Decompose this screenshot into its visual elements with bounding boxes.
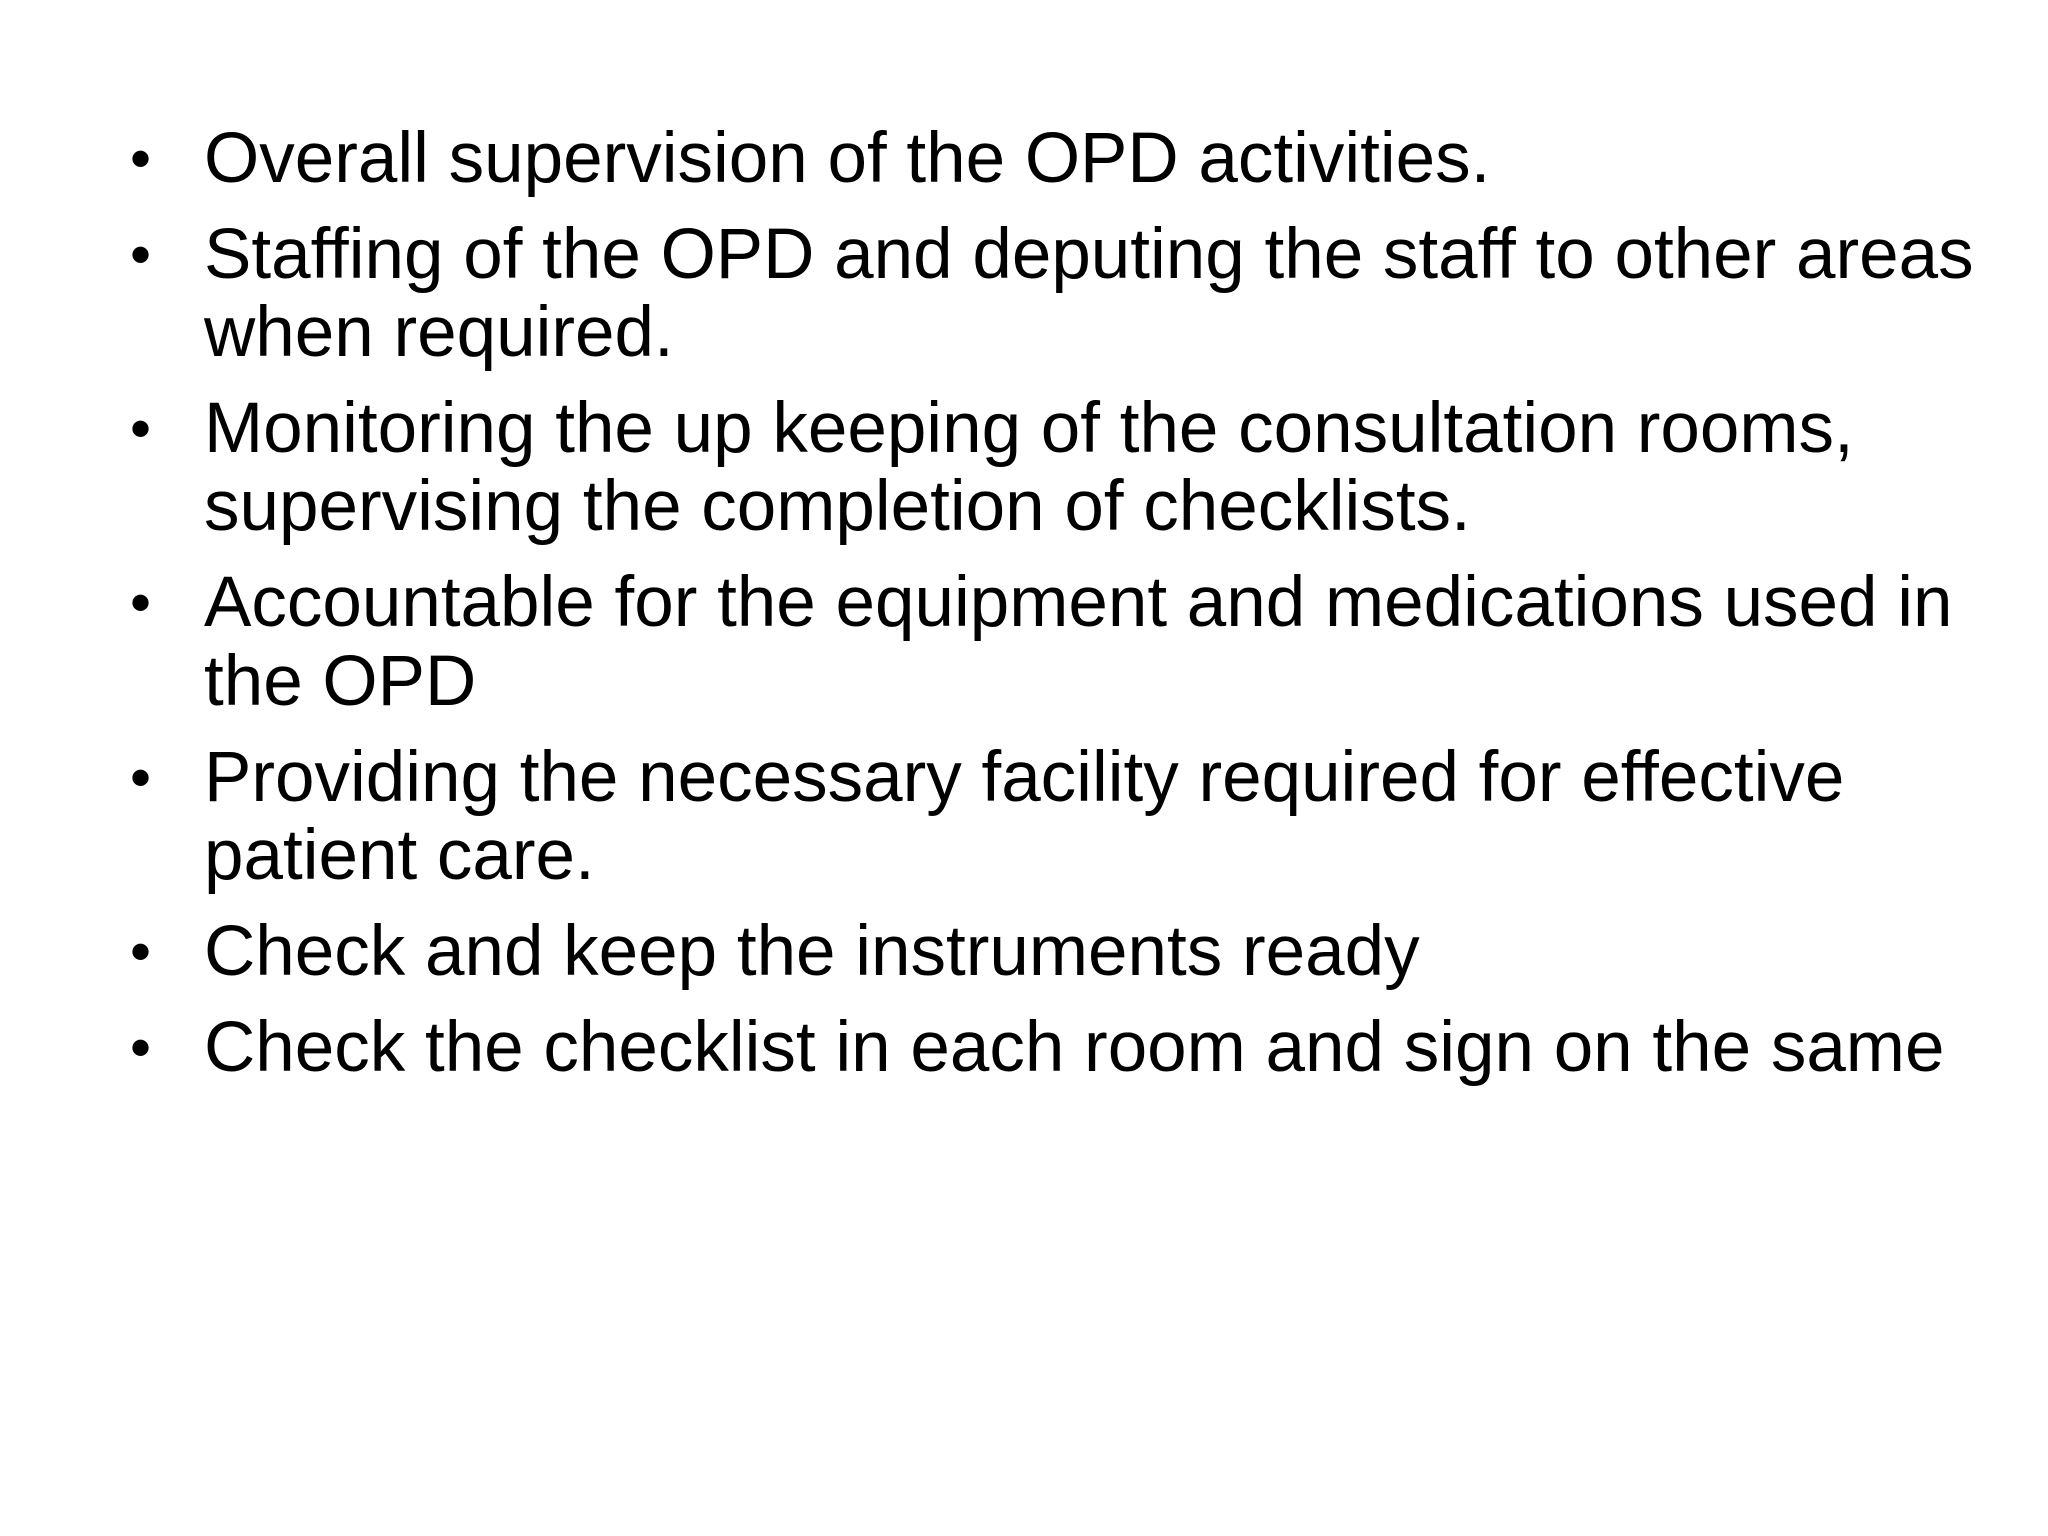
bullet-icon: • (130, 125, 152, 192)
bullet-icon: • (130, 569, 152, 637)
list-item (122, 120, 1982, 198)
list-item (122, 216, 1982, 372)
bullet-icon: • (130, 743, 152, 811)
list-item (122, 564, 1982, 720)
bullet-list (122, 120, 1982, 1105)
bullet-icon: • (130, 917, 152, 985)
bullet-text: Accountable for the equipment and medications used in the OPD (204, 563, 1953, 721)
list-item (122, 1009, 1982, 1087)
list-item (122, 739, 1982, 895)
bullet-text: Staffing of the OPD and deputing the staff to other areas when required. (204, 215, 1974, 373)
bullet-text: Check the checklist in each room and sign on the same (204, 1007, 1945, 1087)
bullet-icon: • (130, 221, 152, 289)
bullet-icon: • (130, 1013, 152, 1081)
list-item (122, 390, 1982, 546)
bullet-text: Overall supervision of the OPD activities. (204, 119, 1491, 198)
bullet-text: Check and keep the instruments ready (204, 911, 1420, 991)
bullet-text: Monitoring the up keeping of the consultation rooms, supervising the completion of checklists. (204, 389, 1854, 547)
bullet-icon: • (130, 395, 152, 463)
list-item (122, 913, 1982, 991)
bullet-text: Providing the necessary facility required for effective patient care. (204, 737, 1845, 895)
